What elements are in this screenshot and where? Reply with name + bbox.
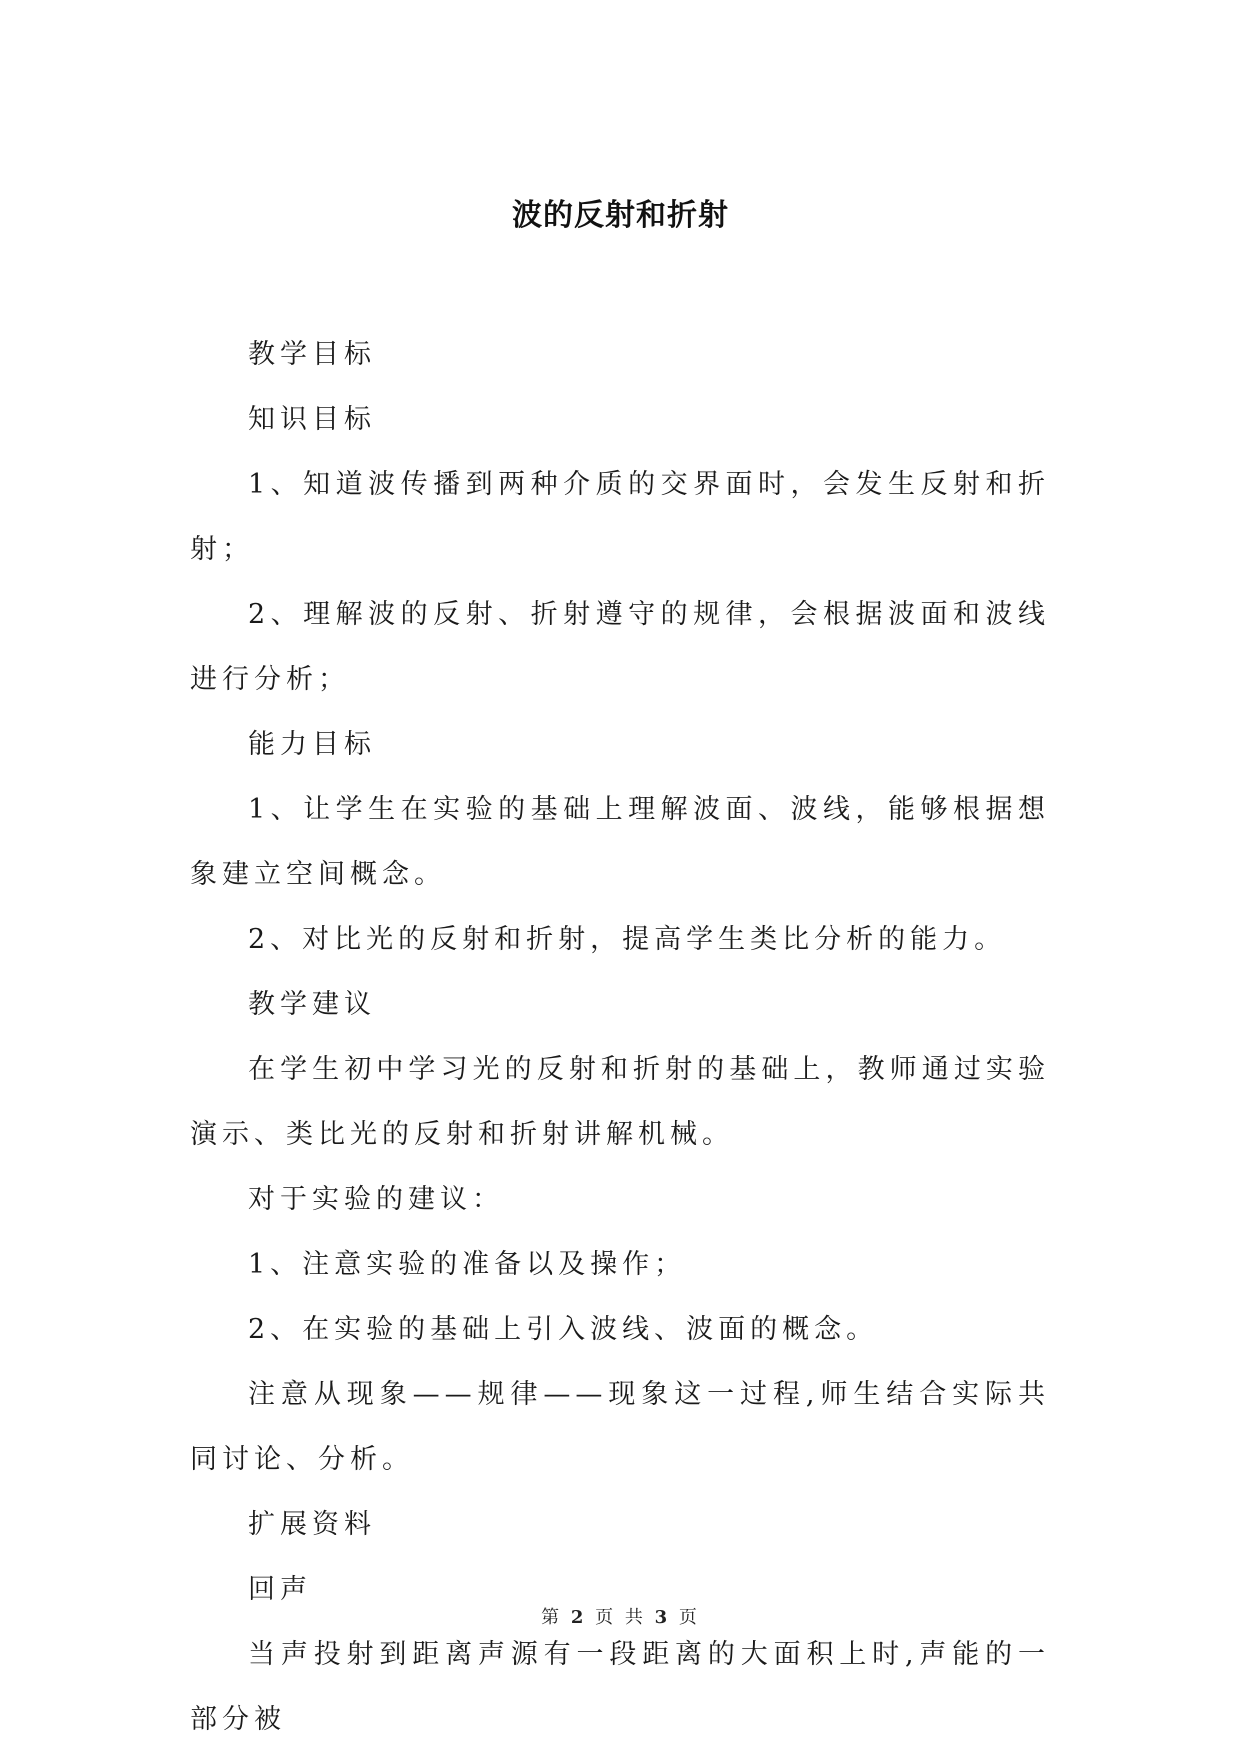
paragraph: 能力目标 (248, 729, 376, 760)
paragraph: 注意从现象——规律——现象这一过程,师生结合实际共同讨论、分析。 (190, 1379, 1050, 1475)
paragraph: 回声 (248, 1574, 312, 1605)
paragraph: 1、让学生在实验的基础上理解波面、波线，能够根据想象建立空间概念。 (190, 794, 1050, 890)
footer-prefix: 第 (541, 1607, 563, 1628)
document-title: 波的反射和折射 (512, 198, 729, 233)
paragraph: 对于实验的建议： (248, 1184, 504, 1215)
total-pages-number: 3 (654, 1607, 671, 1628)
paragraph: 2、在实验的基础上引入波线、波面的概念。 (248, 1314, 879, 1345)
footer-suffix: 页 (678, 1607, 700, 1628)
paragraph: 2、理解波的反射、折射遵守的规律，会根据波面和波线进行分析； (190, 599, 1050, 695)
paragraph: 在学生初中学习光的反射和折射的基础上，教师通过实验演示、类比光的反射和折射讲解机械。 (190, 1054, 1050, 1150)
paragraph: 教学目标 (248, 339, 376, 370)
current-page-number: 2 (570, 1607, 587, 1628)
paragraph: 知识目标 (248, 404, 376, 435)
page-footer (0, 1603, 1241, 1629)
footer-middle: 页 共 (595, 1607, 646, 1628)
paragraph: 1、知道波传播到两种介质的交界面时，会发生反射和折射； (190, 469, 1050, 565)
paragraph: 2、对比光的反射和折射，提高学生类比分析的能力。 (248, 924, 1007, 955)
document-body (190, 322, 1050, 1752)
paragraph: 1、注意实验的准备以及操作； (248, 1249, 687, 1280)
paragraph: 扩展资料 (248, 1509, 376, 1540)
paragraph: 教学建议 (248, 989, 376, 1020)
paragraph: 当声投射到距离声源有一段距离的大面积上时,声能的一部分被 (190, 1639, 1050, 1735)
